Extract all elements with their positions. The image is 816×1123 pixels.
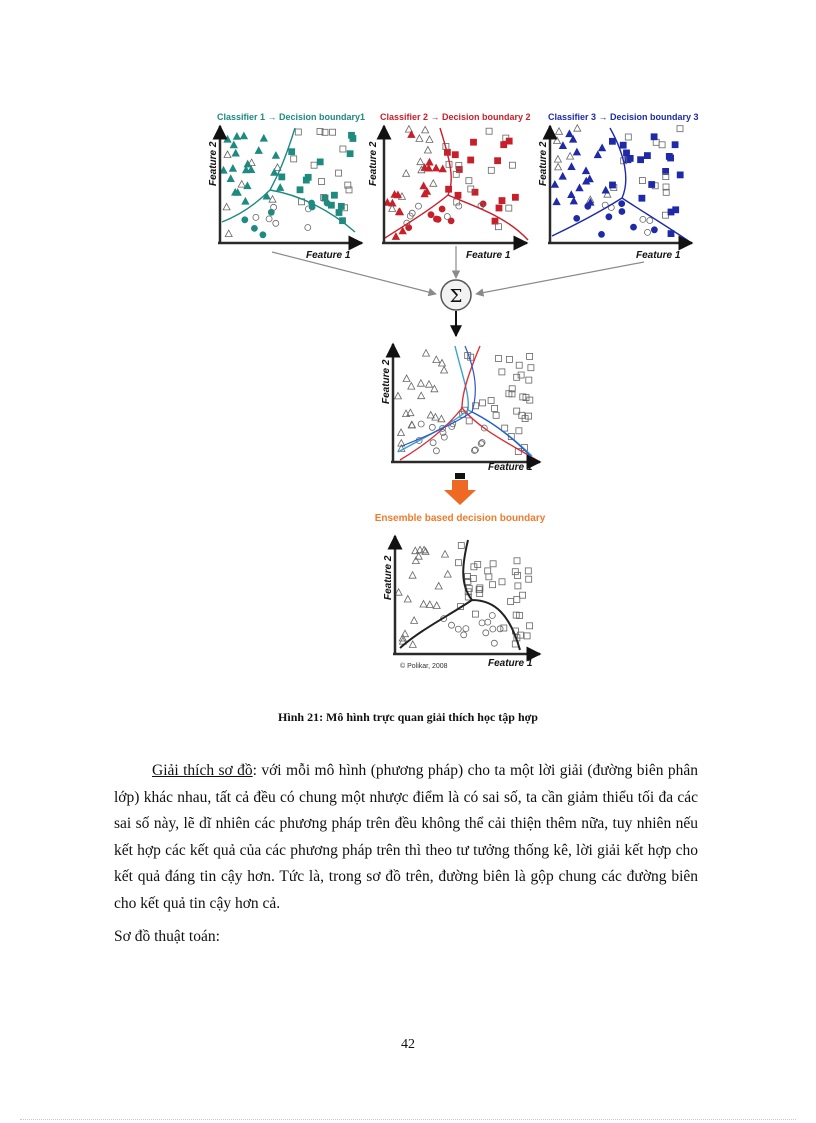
scatter-marker: [403, 375, 410, 382]
scatter-marker: [610, 182, 616, 188]
classifier-3-panel: [538, 112, 699, 261]
scatter-marker: [463, 626, 469, 632]
scatter-marker: [568, 163, 575, 170]
scatter-marker: [225, 230, 232, 237]
figure-caption: Hình 21: Mô hình trực quan giải thích học tập hợp: [278, 710, 538, 724]
scatter-marker: [423, 350, 430, 357]
scatter-marker: [428, 212, 434, 218]
classifier-3-title: Classifier 3 → Decision boundary 3: [548, 112, 699, 122]
scatter-marker: [526, 413, 532, 419]
scatter-marker: [508, 599, 514, 605]
scatter-marker: [492, 218, 498, 224]
scatter-marker: [619, 201, 625, 207]
scatter-marker: [317, 159, 323, 165]
combined-panel: [381, 344, 540, 473]
scatter-marker: [480, 400, 486, 406]
scatter-marker: [349, 132, 355, 138]
scatter-marker: [420, 601, 427, 608]
body-text: [114, 758, 698, 951]
scatter-marker: [466, 418, 472, 424]
scatter-marker: [432, 414, 439, 421]
scatter-marker: [491, 640, 497, 646]
scatter-marker: [640, 216, 646, 222]
scatter-marker: [516, 362, 522, 368]
scatter-marker: [488, 167, 494, 173]
scatter-marker: [594, 151, 601, 158]
scatter-marker: [515, 583, 521, 589]
paragraph-2: Sơ đồ thuật toán:: [114, 928, 220, 945]
combined-ylabel: Feature 2: [381, 359, 392, 404]
scatter-marker: [441, 367, 448, 374]
scatter-marker: [416, 203, 422, 209]
scatter-marker: [495, 224, 501, 230]
scatter-marker: [527, 397, 533, 403]
scatter-marker: [625, 134, 631, 140]
scatter-marker: [497, 626, 503, 632]
scatter-marker: [495, 158, 501, 164]
scatter-marker: [506, 356, 512, 362]
scatter-marker: [297, 187, 303, 193]
scatter-marker: [240, 132, 247, 139]
scatter-marker: [416, 135, 423, 142]
paragraph-1-text: : với mỗi mô hình (phương pháp) cho ta một lời giải (đường biên phân lớp) khác nhau, tất cả đều có chung một nhược điểm là có sai số, ta cần giảm thiểu tối đa các sai số này, lẽ dĩ nhiên các phương pháp trên đều không thể cải thiện thêm nữa, tuy nhiên nếu kết hợp các kết quả của các phương pháp trên thì theo tư tưởng thống kê, lời giải kết hợp cho kết quả đáng tin cậy hơn. Tức là, trong sơ đồ trên, đường biên là gộp chung các đường biên cho kết quả tin cậy hơn cả.: [114, 762, 698, 912]
scatter-marker: [417, 158, 424, 165]
scatter-marker: [411, 617, 418, 624]
classifier-2-ylabel: Feature 2: [368, 141, 379, 186]
scatter-marker: [472, 611, 478, 617]
scatter-marker: [232, 150, 239, 157]
scatter-marker: [409, 572, 416, 579]
scatter-marker: [515, 573, 521, 579]
scatter-marker: [444, 214, 450, 220]
scatter-marker: [426, 159, 433, 166]
scatter-marker: [479, 620, 485, 626]
scatter-marker: [499, 579, 505, 585]
scatter-marker: [490, 626, 496, 632]
scatter-marker: [512, 194, 518, 200]
scatter-marker: [486, 574, 492, 580]
scatter-marker: [525, 568, 531, 574]
scatter-marker: [566, 130, 573, 137]
scatter-marker: [273, 220, 279, 226]
scatter-marker: [289, 149, 295, 155]
classifier-1-title: Classifier 1 → Decision boundary1: [217, 112, 366, 122]
scatter-marker: [567, 153, 574, 160]
scatter-marker: [435, 583, 442, 590]
scatter-marker: [666, 153, 672, 159]
classifier-3-ylabel: Feature 2: [538, 141, 549, 186]
scatter-marker: [514, 596, 520, 602]
scatter-marker: [224, 151, 231, 158]
scatter-marker: [444, 571, 451, 578]
classifier-2-xlabel: Feature 1: [466, 250, 511, 261]
scatter-marker: [649, 182, 655, 188]
scatter-marker: [506, 205, 512, 211]
scatter-marker: [651, 134, 657, 140]
scatter-marker: [305, 174, 311, 180]
scatter-marker: [438, 415, 445, 422]
scatter-marker: [516, 428, 522, 434]
scatter-marker: [512, 569, 518, 575]
scatter-marker: [659, 142, 665, 148]
scatter-marker: [433, 602, 440, 609]
scatter-marker: [433, 356, 440, 363]
scatter-marker: [229, 165, 236, 172]
page-number: 42: [401, 1037, 415, 1052]
scatter-marker: [418, 392, 425, 399]
ensemble-panel: [383, 536, 540, 670]
classifier-2-panel: [368, 112, 531, 261]
scatter-marker: [492, 405, 498, 411]
scatter-marker: [620, 142, 626, 148]
scatter-marker: [426, 381, 433, 388]
scatter-marker: [456, 203, 462, 209]
scatter-marker: [223, 203, 230, 210]
scatter-marker: [583, 167, 590, 174]
scatter-marker: [609, 138, 615, 144]
scatter-marker: [409, 641, 416, 648]
scatter-marker: [336, 170, 342, 176]
scatter-marker: [554, 156, 561, 163]
scatter-marker: [452, 152, 458, 158]
scatter-marker: [418, 421, 424, 427]
scatter-marker: [514, 374, 520, 380]
scatter-marker: [568, 191, 575, 198]
scatter-marker: [227, 175, 234, 182]
scatter-marker: [455, 192, 461, 198]
sum-node: [441, 280, 471, 310]
scatter-marker: [338, 203, 344, 209]
scatter-marker: [506, 138, 512, 144]
scatter-marker: [488, 398, 494, 404]
scatter-marker: [439, 206, 445, 212]
scatter-marker: [551, 181, 558, 188]
scatter-marker: [509, 162, 515, 168]
scatter-marker: [514, 558, 520, 564]
scatter-marker: [244, 182, 251, 189]
scatter-marker: [645, 229, 651, 235]
scatter-marker: [555, 163, 562, 170]
classifier-1-panel: [208, 112, 365, 243]
scatter-marker: [471, 139, 477, 145]
scatter-marker: [461, 632, 467, 638]
scatter-marker: [456, 560, 462, 566]
scatter-marker: [490, 582, 496, 588]
scatter-marker: [668, 209, 674, 215]
scatter-marker: [619, 209, 625, 215]
scatter-marker: [570, 198, 577, 205]
scatter-marker: [430, 440, 436, 446]
ensemble-title: Ensemble based decision boundary: [374, 513, 546, 524]
scatter-marker: [295, 129, 301, 135]
scatter-marker: [458, 543, 464, 549]
scatter-marker: [554, 137, 561, 144]
scatter-marker: [238, 181, 245, 188]
paragraph-1: [114, 758, 698, 917]
scatter-marker: [417, 380, 424, 387]
copyright-text: © Polikar, 2008: [400, 663, 448, 670]
scatter-marker: [422, 126, 429, 132]
scatter-marker: [408, 383, 415, 390]
classifier-1-xlabel: Feature 1: [306, 250, 351, 261]
arrow-from-classifier-1: [272, 252, 436, 294]
scatter-marker: [224, 136, 231, 143]
scatter-marker: [624, 150, 630, 156]
scatter-marker: [475, 562, 481, 568]
scatter-marker: [420, 182, 427, 189]
scatter-marker: [442, 551, 449, 558]
scatter-marker: [639, 178, 645, 184]
scatter-marker: [305, 225, 311, 231]
scatter-marker: [340, 146, 346, 152]
classifier-1-boundary: [222, 128, 355, 232]
scatter-marker: [573, 149, 580, 156]
scatter-marker: [426, 601, 433, 608]
scatter-marker: [251, 225, 257, 231]
scatter-marker: [279, 174, 285, 180]
scatter-marker: [644, 153, 650, 159]
scatter-marker: [599, 144, 606, 151]
scatter-marker: [433, 216, 439, 222]
scatter-marker: [677, 172, 683, 178]
scatter-marker: [606, 214, 612, 220]
scatter-marker: [490, 561, 496, 567]
scatter-marker: [311, 162, 317, 168]
scatter-marker: [272, 152, 279, 159]
arrow-from-classifier-3: [476, 262, 644, 294]
scatter-marker: [483, 630, 489, 636]
scatter-marker: [518, 372, 524, 378]
scatter-marker: [271, 204, 277, 210]
scatter-marker: [468, 157, 474, 163]
scatter-marker: [255, 147, 262, 154]
classifier-2-title: Classifier 2 → Decision boundary 2: [380, 112, 531, 122]
scatter-marker: [527, 353, 533, 359]
scatter-marker: [559, 173, 566, 180]
scatter-marker: [489, 613, 495, 619]
scatter-marker: [639, 195, 645, 201]
bottom-rule: [20, 1119, 796, 1120]
scatter-marker: [602, 187, 609, 194]
scatter-marker: [496, 356, 502, 362]
scatter-marker: [395, 392, 402, 399]
scatter-marker: [485, 619, 491, 625]
scatter-marker: [402, 630, 409, 637]
scatter-marker: [433, 448, 439, 454]
scatter-marker: [424, 147, 431, 154]
scatter-marker: [574, 125, 581, 132]
sum-symbol: Σ: [449, 286, 463, 307]
scatter-marker: [553, 198, 560, 205]
scatter-marker: [277, 184, 284, 191]
scatter-marker: [407, 409, 414, 416]
scatter-marker: [260, 232, 266, 238]
scatter-marker: [403, 170, 410, 177]
scatter-marker: [330, 129, 336, 135]
scatter-marker: [471, 564, 477, 570]
scatter-marker: [576, 184, 583, 191]
scatter-marker: [429, 424, 435, 430]
heading-term: Giải thích sơ đồ: [152, 762, 253, 779]
scatter-marker: [328, 202, 334, 208]
scatter-marker: [242, 198, 249, 205]
scatter-marker: [496, 205, 502, 211]
scatter-marker: [455, 626, 461, 632]
scatter-marker: [291, 156, 297, 162]
scatter-marker: [426, 136, 433, 143]
scatter-marker: [260, 135, 267, 142]
ensemble-xlabel: Feature 1: [488, 658, 533, 669]
scatter-marker: [392, 233, 399, 240]
scatter-marker: [242, 217, 248, 223]
scatter-marker: [398, 429, 405, 436]
scatter-marker: [319, 179, 325, 185]
scatter-marker: [347, 151, 353, 157]
scatter-marker: [266, 216, 272, 222]
scatter-marker: [631, 224, 637, 230]
scatter-marker: [439, 165, 446, 172]
scatter-marker: [526, 377, 532, 383]
classifier-1-points: [220, 129, 356, 238]
scatter-marker: [499, 198, 505, 204]
scatter-marker: [599, 231, 605, 237]
scatter-marker: [647, 218, 653, 224]
scatter-marker: [466, 178, 472, 184]
classifier-3-xlabel: Feature 1: [636, 250, 681, 261]
scatter-marker: [672, 142, 678, 148]
scatter-marker: [485, 568, 491, 574]
scatter-marker: [404, 596, 411, 603]
scatter-marker: [233, 133, 240, 140]
scatter-marker: [520, 592, 526, 598]
scatter-marker: [677, 126, 683, 132]
scatter-marker: [499, 369, 505, 375]
scatter-marker: [574, 215, 580, 221]
scatter-marker: [331, 192, 337, 198]
ensemble-boundary: [400, 540, 520, 650]
scatter-marker: [493, 412, 499, 418]
scatter-marker: [527, 623, 533, 629]
scatter-marker: [430, 180, 437, 187]
scatter-marker: [271, 169, 278, 176]
scatter-marker: [526, 576, 532, 582]
classifier-1-ylabel: Feature 2: [208, 141, 219, 186]
scatter-marker: [663, 212, 669, 218]
scatter-marker: [253, 214, 259, 220]
scatter-marker: [528, 365, 534, 371]
scatter-marker: [556, 128, 563, 135]
ensemble-ylabel: Feature 2: [383, 555, 394, 600]
scatter-marker: [638, 157, 644, 163]
scatter-marker: [449, 622, 455, 628]
combined-xlabel: Feature 1: [488, 462, 533, 473]
scatter-marker: [486, 128, 492, 134]
ensemble-arrow: [444, 473, 476, 505]
scatter-marker: [336, 210, 342, 216]
scatter-marker: [651, 227, 657, 233]
scatter-marker: [524, 633, 530, 639]
